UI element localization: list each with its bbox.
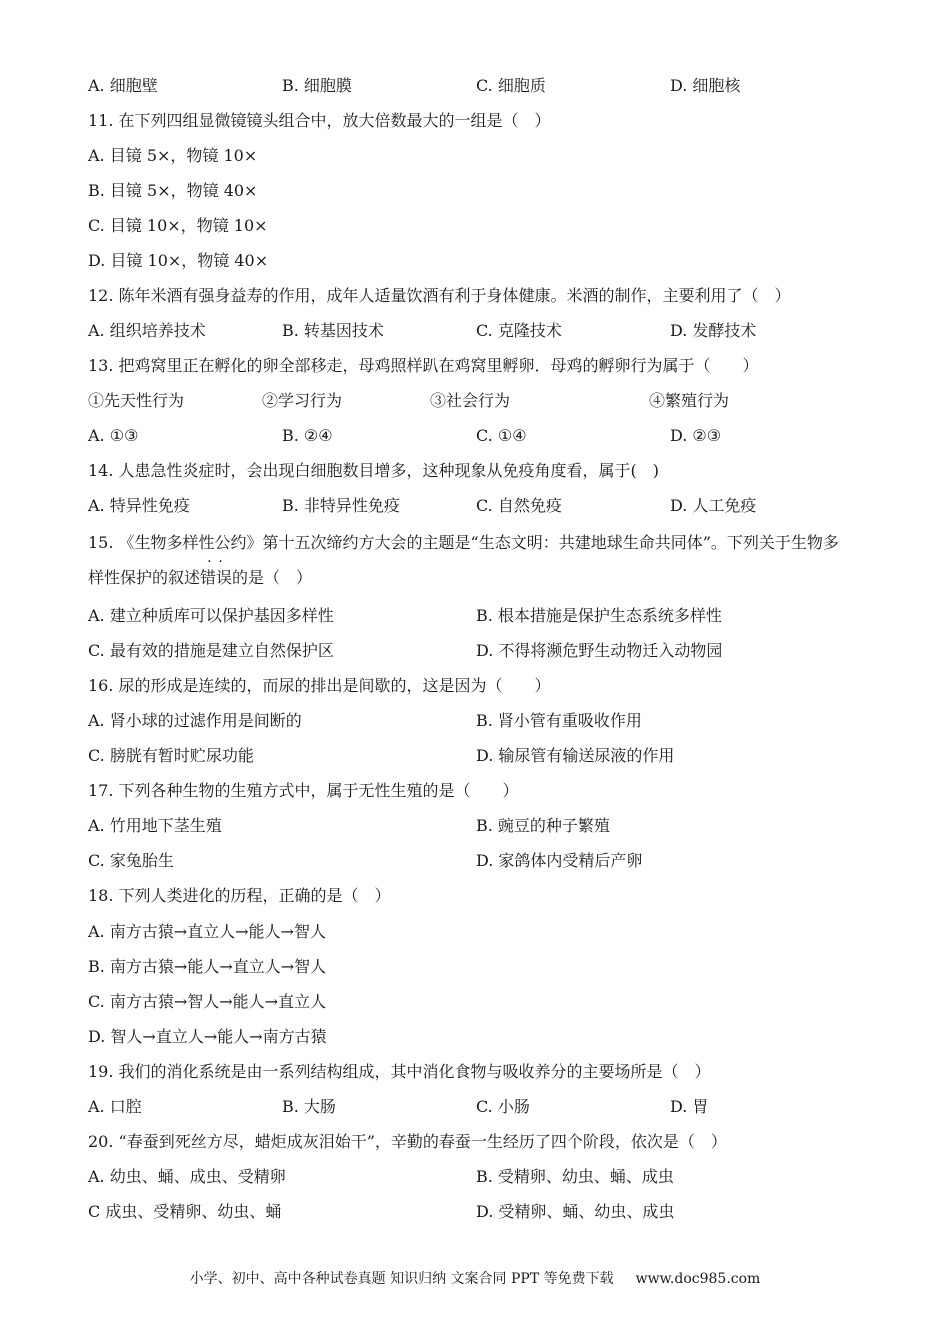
q11-option-a: A. 目镜 5×，物镜 10× [88, 146, 258, 165]
q19-option-b: B. 大肠 [282, 1097, 336, 1116]
q15-stem-emphasis: 错误 · · [200, 568, 232, 588]
q18-option-a: A. 南方古猿→直立人→能人→智人 [88, 922, 326, 941]
q15-stem-line2 [88, 568, 312, 588]
q14-option-c: C. 自然免疫 [476, 496, 562, 515]
q18-option-d: D. 智人→直立人→能人→南方古猿 [88, 1027, 327, 1046]
q12-option-c: C. 克隆技术 [476, 321, 562, 340]
q20-stem: 20. “春蚕到死丝方尽，蜡炬成灰泪始干”，辛勤的春蚕一生经历了四个阶段，依次是（ ） [88, 1132, 727, 1151]
q10-option-c: C. 细胞质 [476, 76, 546, 95]
q12-option-a: A. 组织培养技术 [88, 321, 206, 340]
q13-option-b: B. ②④ [282, 426, 333, 445]
q19-stem: 19. 我们的消化系统是由一系列结构组成，其中消化食物与吸收养分的主要场所是（ ） [88, 1062, 711, 1081]
q17-option-d: D. 家鸽体内受精后产卵 [476, 851, 643, 870]
q15-stem-line1: 15. 《生物多样性公约》第十五次缔约方大会的主题是“生态文明：共建地球生命共同体”。下列关于生物多 [88, 533, 839, 552]
page-footer [0, 1270, 950, 1288]
q17-option-b: B. 豌豆的种子繁殖 [476, 816, 610, 835]
q15-option-d: D. 不得将濒危野生动物迁入动物园 [476, 641, 723, 660]
q12-option-b: B. 转基因技术 [282, 321, 384, 340]
q12-stem: 12. 陈年米酒有强身益寿的作用，成年人适量饮酒有利于身体健康。米酒的制作，主要利用了（ ） [88, 286, 791, 305]
q13-option-d: D. ②③ [670, 426, 722, 445]
q13-option-c: C. ①④ [476, 426, 527, 445]
q11-stem: 11. 在下列四组显微镜镜头组合中，放大倍数最大的一组是（ ） [88, 111, 551, 130]
q14-option-d: D. 人工免疫 [670, 496, 757, 515]
q15-stem-after: 的是（ ） [232, 568, 313, 587]
q19-option-c: C. 小肠 [476, 1097, 530, 1116]
q14-option-a: A. 特异性免疫 [88, 496, 190, 515]
q18-stem: 18. 下列人类进化的历程，正确的是（ ） [88, 886, 391, 905]
q17-option-a: A. 竹用地下茎生殖 [88, 816, 222, 835]
q15-option-c: C. 最有效的措施是建立自然保护区 [88, 641, 334, 660]
q13-item-2: ②学习行为 [262, 391, 343, 410]
q18-option-b: B. 南方古猿→能人→直立人→智人 [88, 957, 327, 976]
q16-option-c: C. 膀胱有暂时贮尿功能 [88, 746, 254, 765]
q12-option-d: D. 发酵技术 [670, 321, 757, 340]
q13-item-4: ④繁殖行为 [649, 391, 730, 410]
q20-option-d: D. 受精卵、蛹、幼虫、成虫 [476, 1202, 675, 1221]
footer-site-link[interactable]: www.doc985.com [635, 1271, 761, 1287]
q14-option-b: B. 非特异性免疫 [282, 496, 400, 515]
q15-stem-before: 样性保护的叙述 [88, 568, 201, 587]
q13-item-3: ③社会行为 [430, 391, 511, 410]
q11-option-c: C. 目镜 10×，物镜 10× [88, 216, 268, 235]
q18-option-c: C. 南方古猿→智人→能人→直立人 [88, 992, 327, 1011]
q15-option-b: B. 根本措施是保护生态系统多样性 [476, 606, 722, 625]
q19-option-d: D. 胃 [670, 1097, 709, 1116]
q20-option-a: A. 幼虫、蛹、成虫、受精卵 [88, 1167, 286, 1186]
q15-option-a: A. 建立种质库可以保护基因多样性 [88, 606, 334, 625]
q11-option-b: B. 目镜 5×，物镜 40× [88, 181, 258, 200]
q16-option-d: D. 输尿管有输送尿液的作用 [476, 746, 675, 765]
q16-option-b: B. 肾小管有重吸收作用 [476, 711, 642, 730]
q13-option-a: A. ①③ [88, 426, 139, 445]
q11-option-d: D. 目镜 10×，物镜 40× [88, 251, 269, 270]
footer-text: 小学、初中、高中各种试卷真题 知识归纳 文案合同 PPT 等免费下载 [189, 1271, 614, 1287]
q19-option-a: A. 口腔 [88, 1097, 142, 1116]
q13-item-1: ①先天性行为 [88, 391, 185, 410]
q14-stem: 14. 人患急性炎症时，会出现白细胞数目增多，这种现象从免疫角度看，属于( ) [88, 461, 660, 480]
q10-option-a: A. 细胞壁 [88, 76, 158, 95]
q10-option-d: D. 细胞核 [670, 76, 741, 95]
q20-option-b: B. 受精卵、幼虫、蛹、成虫 [476, 1167, 674, 1186]
q17-option-c: C. 家兔胎生 [88, 851, 174, 870]
q16-option-a: A. 肾小球的过滤作用是间断的 [88, 711, 302, 730]
q10-option-b: B. 细胞膜 [282, 76, 352, 95]
q17-stem: 17. 下列各种生物的生殖方式中，属于无性生殖的是（ ） [88, 781, 519, 800]
q16-stem: 16. 尿的形成是连续的，而尿的排出是间歇的，这是因为（ ） [88, 676, 551, 695]
q20-option-c: C 成虫、受精卵、幼虫、蛹 [88, 1202, 282, 1221]
q13-stem: 13. 把鸡窝里正在孵化的卵全部移走，母鸡照样趴在鸡窝里孵卵．母鸡的孵卵行为属于（ ） [88, 356, 759, 375]
